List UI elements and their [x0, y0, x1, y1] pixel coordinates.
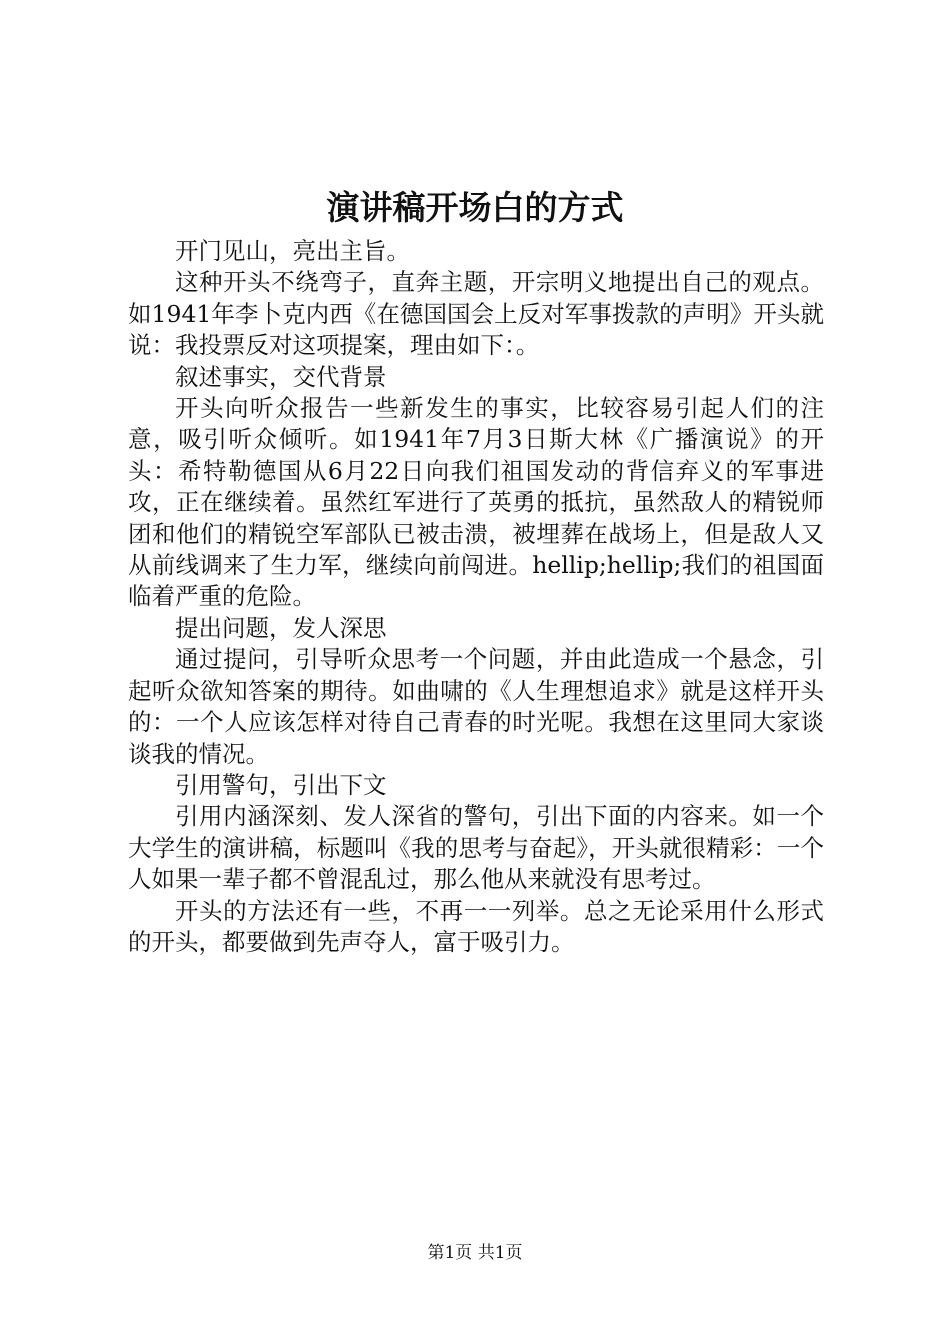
paragraph-4: 引用内涵深刻、发人深省的警句，引出下面的内容来。如一个大学生的演讲稿，标题叫《我的思考与奋起》，开头就很精彩：一个人如果一辈子都不曾混乱过，那么他从来就没有思考过。	[128, 802, 824, 894]
paragraph-3: 通过提问，引导听众思考一个问题，并由此造成一个悬念，引起听众欲知答案的期待。如曲啸的《人生理想追求》就是这样开头的：一个人应该怎样对待自己青春的时光呢。我想在这里同大家谈谈我的情况。	[128, 645, 824, 768]
document-body	[128, 236, 824, 958]
paragraph-heading-3: 提出问题，发人深思	[175, 613, 387, 642]
paragraph-heading-4: 引用警句，引出下文	[175, 770, 387, 799]
paragraph-2: 开头向听众报告一些新发生的事实，比较容易引起人们的注意，吸引听众倾听。如1941年7月3日斯大林《广播演说》的开头：希特勒德国从6月22日向我们祖国发动的背信弃义的军事进攻，正在继续着。虽然红军进行了英勇的抵抗，虽然敌人的精锐师团和他们的精锐空军部队已被击溃，被埋葬在战场上，但是敌人又从前线调来了生力军，继续向前闯进。hellip;hellip;我们的祖国面临着严重的危险。	[128, 394, 824, 611]
paragraph-heading-2: 叙述事实，交代背景	[175, 362, 387, 391]
paragraph-conclusion: 开头的方法还有一些，不再一一列举。总之无论采用什么形式的开头，都要做到先声夺人，富于吸引力。	[128, 896, 824, 956]
document-title: 演讲稿开场白的方式	[326, 188, 624, 227]
page-number-footer: 第1页 共1页	[427, 1243, 523, 1263]
paragraph-heading-1: 开门见山，亮出主旨。	[175, 237, 410, 265]
paragraph-1: 这种开头不绕弯子，直奔主题，开宗明义地提出自己的观点。如1941年李卜克内西《在德国国会上反对军事拨款的声明》开头就说：我投票反对这项提案，理由如下：。	[128, 268, 824, 360]
